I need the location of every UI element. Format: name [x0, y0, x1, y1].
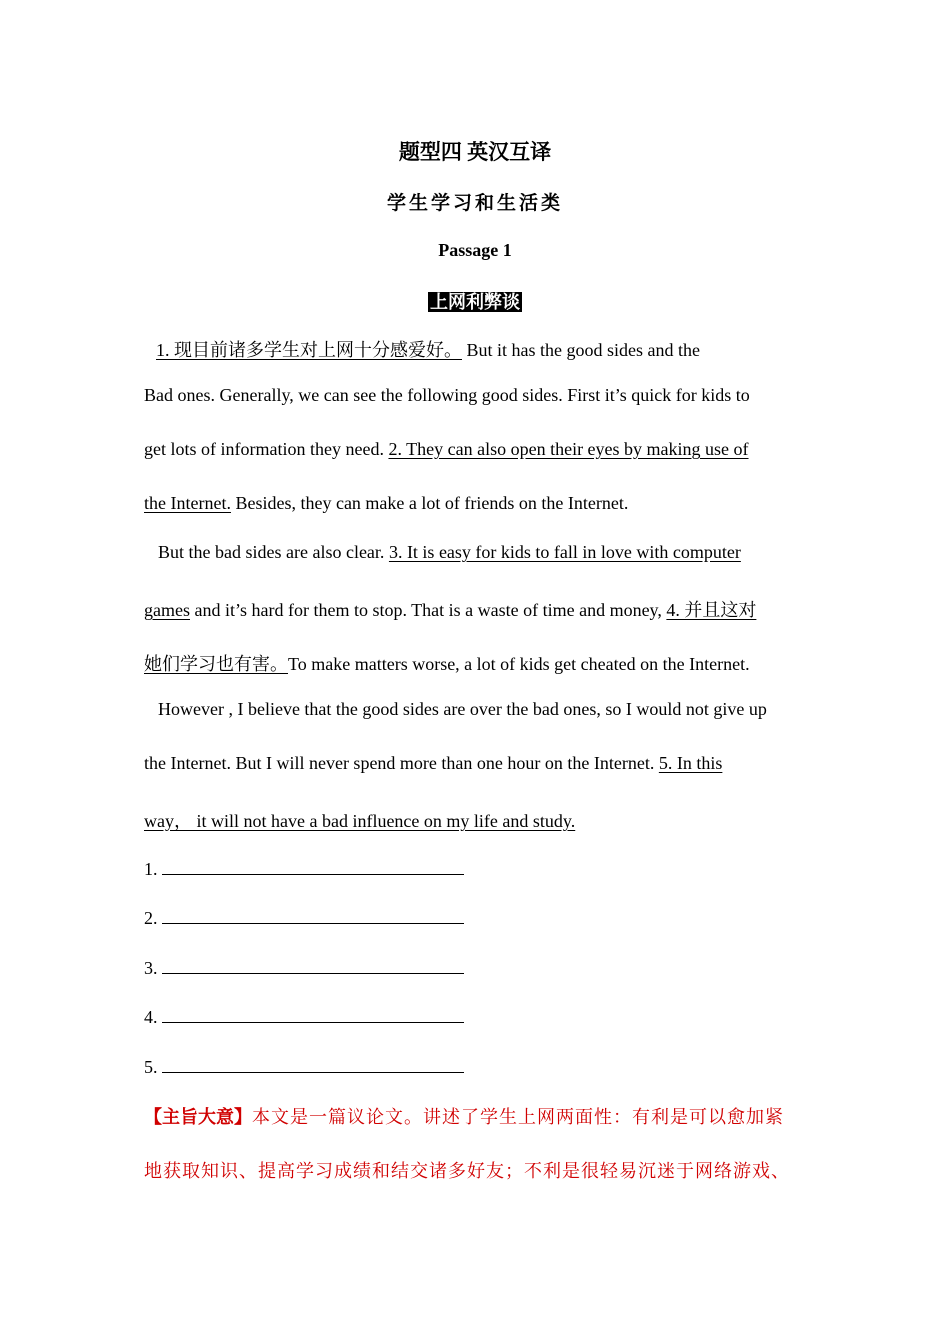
summary-line-1 [144, 1103, 824, 1129]
answer-number: 2. [144, 908, 158, 928]
passage-text: and it’s hard for them to stop. That is a waste of time and money, [189, 600, 667, 620]
translate-item-1: 1. 现目前诸多学生对上网十分感爱好。 [156, 340, 462, 360]
passage-text: To make matters worse, a lot of kids get cheated on the Internet. [288, 654, 750, 674]
passage-text: get lots of information they need. [144, 439, 389, 459]
answer-blank[interactable] [162, 905, 464, 924]
passage-line-7 [144, 650, 824, 676]
passage-line-9 [144, 753, 824, 774]
passage-text: But it has the good sides and the [462, 340, 700, 360]
passage-line-10 [144, 807, 824, 833]
passage-text: But the bad sides are also clear. [158, 542, 389, 562]
passage-topic [0, 288, 950, 314]
answer-number: 4. [144, 1007, 158, 1027]
answer-line-3 [144, 955, 464, 979]
answer-number: 1. [144, 859, 158, 879]
translate-item-4: 4. 并且这对 [666, 600, 757, 620]
answer-blank[interactable] [162, 955, 464, 974]
answer-line-4 [144, 1004, 464, 1028]
answer-number: 3. [144, 958, 158, 978]
answer-blank[interactable] [162, 1004, 464, 1023]
answer-blank[interactable] [162, 1054, 464, 1073]
translate-item-3: 3. It is easy for kids to fall in love with computer [388, 542, 741, 562]
passage-line-8 [144, 699, 838, 720]
summary-text: 本文是一篇议论文。讲述了学生上网两面性：有利是可以愈加紧 [252, 1107, 784, 1127]
page-title: 题型四 英汉互译 [398, 140, 552, 164]
answer-number: 5. [144, 1057, 158, 1077]
topic-label: 上网利弊谈 [430, 292, 520, 312]
translate-item-5: 5. In this [658, 753, 723, 773]
passage-text: Bad ones. Generally, we can see the following good sides. First it’s quick for kids to [144, 385, 750, 405]
passage-line-4 [144, 493, 824, 514]
answer-line-2 [144, 905, 464, 929]
passage-text: Besides, they can make a lot of friends on the Internet. [230, 493, 629, 513]
passage-text: However , I believe that the good sides are over the bad ones, so I would not give up [158, 699, 767, 719]
summary-tag: 【主旨大意】 [144, 1107, 252, 1127]
translate-item-2: 2. They can also open their eyes by making use of [388, 439, 749, 459]
passage-line-3 [144, 439, 824, 460]
passage-line-5 [144, 542, 838, 563]
answer-line-5 [144, 1054, 464, 1078]
passage-line-6 [144, 596, 824, 622]
answer-line-1 [144, 856, 464, 880]
passage-line-1 [144, 336, 836, 362]
answer-blank[interactable] [162, 856, 464, 875]
section-subtitle: 学生学习和生活类 [386, 193, 563, 214]
summary-text: 地获取知识、提高学习成绩和结交诸多好友；不利是很轻易沉迷于网络游戏、 [144, 1161, 790, 1181]
passage-line-2 [144, 385, 824, 406]
translate-item-2-cont: the Internet. [144, 493, 231, 513]
passage-number: Passage 1 [438, 240, 512, 260]
translate-item-5-cont: way， it will not have a bad influence on my life and study. [144, 811, 576, 831]
translate-item-4-cont: 她们学习也有害。 [144, 654, 288, 674]
translate-item-3-cont: games [144, 600, 190, 620]
passage-text: the Internet. But I will never spend more than one hour on the Internet. [144, 753, 659, 773]
summary-line-2 [144, 1157, 824, 1183]
